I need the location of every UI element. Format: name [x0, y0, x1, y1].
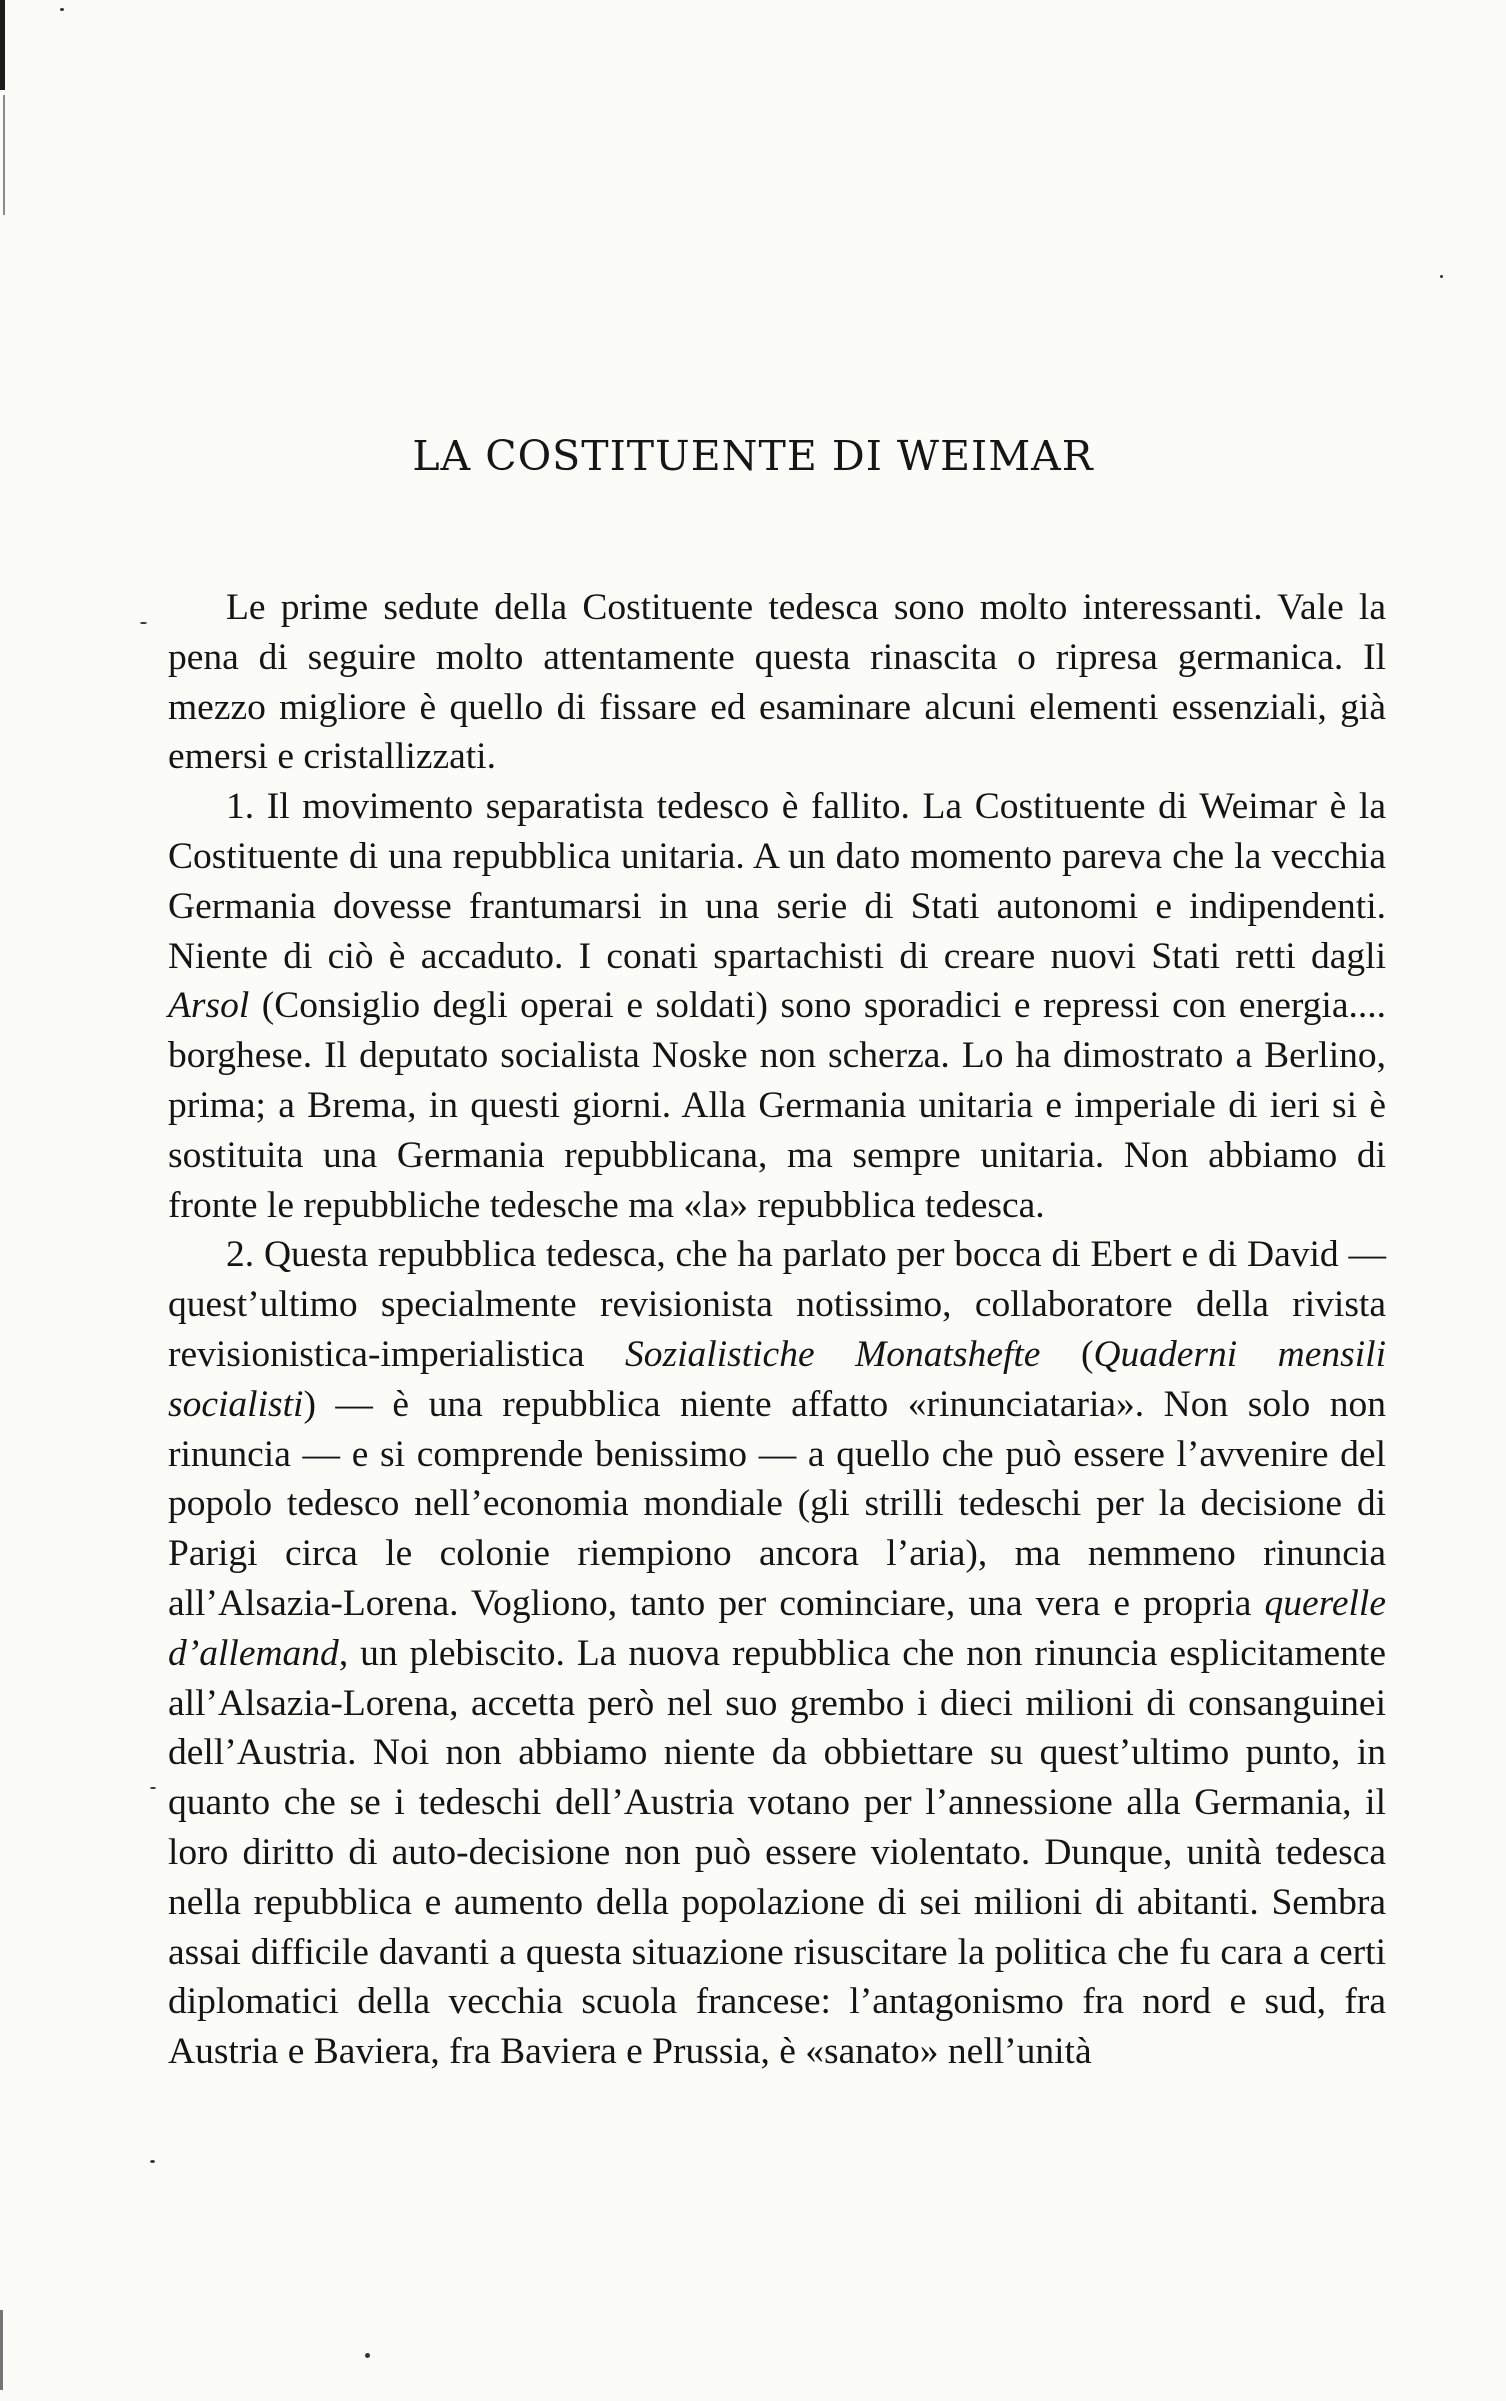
- scan-speck: [150, 1787, 156, 1789]
- scan-edge-mark: [3, 95, 5, 215]
- paragraph-intro: [168, 583, 1386, 782]
- paragraph-text: (: [1040, 1333, 1094, 1375]
- page-title: LA COSTITUENTE DI WEIMAR: [412, 432, 1094, 480]
- paragraph-text: 2. Questa repubblica tedesca, che ha parlato per bocca di Ebert e di David — quest’ultimo specialmente revisionista notissimo, collaboratore della rivista revisionistica-imperialistica: [168, 1234, 1386, 1375]
- paragraph-text: (Consiglio degli operai e soldati) sono sporadici e repressi con energia.... borghese. Il deputato socialista Noske non scherza. Lo ha dimostrato a Berlino, prima; a Brema, in questi giorni. Alla Germania unitaria e imperiale di ieri si è sostituita una Germania repubblicana, ma sempre unitaria. Non abbiamo di fronte le repubbliche tedesche ma «la» repubblica tedesca.: [168, 985, 1386, 1226]
- scan-edge-mark: [0, 2310, 3, 2390]
- scan-speck: [150, 2160, 155, 2163]
- paragraph-text: 1. Il movimento separatista tedesco è fallito. La Costituente di Weimar è la Costituente di una repubblica unitaria. A un dato momento pareva che la vecchia Germania dovesse frantumarsi in una serie di Stati autonomi e indipendenti. Niente di ciò è accaduto. I conati spartachisti di creare nuovi Stati retti dagli: [168, 786, 1386, 977]
- scan-speck: [365, 2353, 370, 2358]
- scan-edge-mark: [0, 0, 5, 90]
- italic-term-arsol: Arsol: [168, 985, 250, 1027]
- paragraph-text: ) — è una repubblica niente affatto «rinunciataria». Non solo non rinuncia — e si comprende benissimo — a quello che può essere l’avvenire del popolo tedesco nell’economia mondiale (gli strilli tedeschi per la decisione di Parigi circa le colonie riempiono ancora l’aria), ma nemmeno rinuncia all’Alsazia-Lorena. Vogliono, tanto per cominciare, una vera e propria: [168, 1383, 1386, 1624]
- paragraph-point-1: [168, 782, 1386, 1230]
- scan-speck: [60, 8, 64, 11]
- italic-phrase-querelle: querelle d’allemand: [168, 1582, 1386, 1674]
- scan-speck: [140, 622, 147, 624]
- italic-journal-translation: Quaderni mensili socialisti: [168, 1333, 1386, 1425]
- scan-speck: [1440, 275, 1443, 278]
- paragraph-point-2: [168, 1230, 1386, 2077]
- italic-journal-title: Sozialistiche Monatshefte: [625, 1333, 1041, 1375]
- paragraph-text: , un plebiscito. La nuova repubblica che non rinuncia esplicitamente all’Alsazia-Lorena, accetta però nel suo grembo i dieci milioni di consanguinei dell’Austria. Noi non abbiamo niente da obbiettare su quest’ultimo punto, in quanto che se i tedeschi dell’Austria votano per l’annessione alla Germania, il loro diritto di auto-decisione non può essere violentato. Dunque, unità tedesca nella repubblica e aumento della popolazione di sei milioni di abitanti. Sembra assai difficile davanti a questa situazione risuscitare la politica che fu cara a certi diplomatici della vecchia scuola francese: l’antagonismo fra nord e sud, fra Austria e Baviera, fra Baviera e Prussia, è «sanato» nell’unità: [168, 1632, 1386, 2073]
- article-body: [168, 583, 1386, 2077]
- paragraph-text: Le prime sedute della Costituente tedesca sono molto interessanti. Vale la pena di seguire molto attentamente questa rinascita o ripresa germanica. Il mezzo migliore è quello di fissare ed esaminare alcuni elementi essenziali, già emersi e cristallizzati.: [168, 587, 1386, 778]
